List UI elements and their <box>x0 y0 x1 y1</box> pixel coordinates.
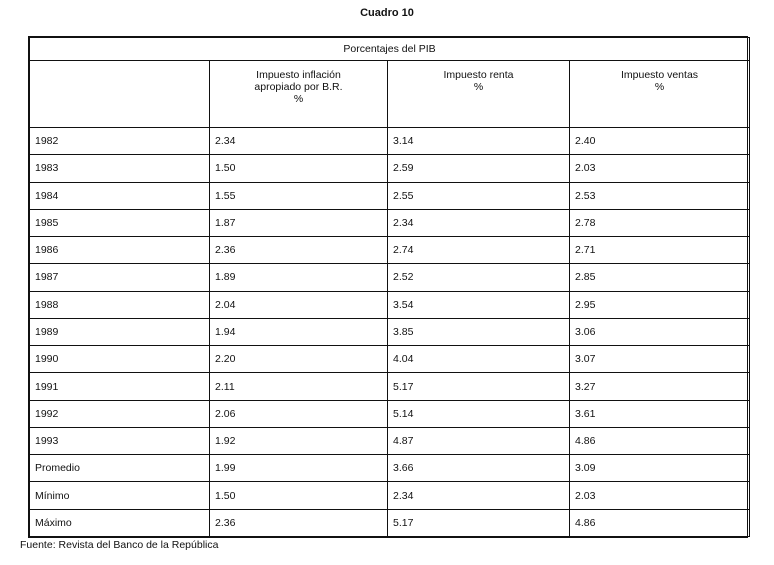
footnote: Fuente: Revista del Banco de la República <box>20 539 219 551</box>
table-row <box>30 509 750 536</box>
table-cell: 4.86 <box>570 509 750 536</box>
row-label: 1989 <box>30 318 210 345</box>
row-label: 1985 <box>30 209 210 236</box>
table-cell: 2.53 <box>570 182 750 209</box>
table-row <box>30 209 750 236</box>
table-row <box>30 427 750 454</box>
data-table <box>29 37 750 537</box>
table-cell: 1.89 <box>210 264 388 291</box>
table-row <box>30 237 750 264</box>
table-cell: 2.36 <box>210 509 388 536</box>
table-cell: 2.59 <box>388 155 570 182</box>
table-cell: 1.50 <box>210 155 388 182</box>
table-cell: 2.78 <box>570 209 750 236</box>
row-label: 1990 <box>30 346 210 373</box>
column-header-sales-tax: Impuesto ventas % <box>570 61 750 128</box>
table-cell: 5.17 <box>388 373 570 400</box>
table-body <box>30 128 750 537</box>
table-cell: 3.06 <box>570 318 750 345</box>
table-cell: 1.87 <box>210 209 388 236</box>
table-cell: 2.55 <box>388 182 570 209</box>
table-cell: 2.34 <box>388 209 570 236</box>
table-cell: 3.27 <box>570 373 750 400</box>
column-header-year <box>30 61 210 128</box>
table-cell: 3.09 <box>570 455 750 482</box>
row-label: 1982 <box>30 128 210 155</box>
table-row <box>30 373 750 400</box>
row-label: 1983 <box>30 155 210 182</box>
table-cell: 3.61 <box>570 400 750 427</box>
table-cell: 2.40 <box>570 128 750 155</box>
table-cell: 2.34 <box>210 128 388 155</box>
table-cell: 2.34 <box>388 482 570 509</box>
table-cell: 2.11 <box>210 373 388 400</box>
table-cell: 2.71 <box>570 237 750 264</box>
row-label: Mínimo <box>30 482 210 509</box>
table-cell: 1.99 <box>210 455 388 482</box>
table-cell: 2.52 <box>388 264 570 291</box>
table-cell: 4.86 <box>570 427 750 454</box>
row-label: Máximo <box>30 509 210 536</box>
table-cell: 1.92 <box>210 427 388 454</box>
table-frame <box>28 36 748 538</box>
table-row <box>30 346 750 373</box>
table-cell: 2.74 <box>388 237 570 264</box>
column-header-income-tax: Impuesto renta % <box>388 61 570 128</box>
table-cell: 1.94 <box>210 318 388 345</box>
row-label: 1987 <box>30 264 210 291</box>
table-row <box>30 128 750 155</box>
document-title: Cuadro 10 <box>360 7 414 19</box>
table-cell: 2.06 <box>210 400 388 427</box>
table-row <box>30 291 750 318</box>
table-cell: 2.03 <box>570 482 750 509</box>
table-row <box>30 455 750 482</box>
table-cell: 2.95 <box>570 291 750 318</box>
table-cell: 4.87 <box>388 427 570 454</box>
row-label: 1986 <box>30 237 210 264</box>
table-row <box>30 264 750 291</box>
row-label: 1988 <box>30 291 210 318</box>
table-cell: 2.36 <box>210 237 388 264</box>
table-cell: 3.14 <box>388 128 570 155</box>
row-label: 1991 <box>30 373 210 400</box>
table-cell: 1.55 <box>210 182 388 209</box>
table-cell: 2.04 <box>210 291 388 318</box>
table-row <box>30 318 750 345</box>
table-row <box>30 182 750 209</box>
table-cell: 2.85 <box>570 264 750 291</box>
group-header: Porcentajes del PIB <box>30 38 750 61</box>
table-cell: 5.17 <box>388 509 570 536</box>
table-cell: 1.50 <box>210 482 388 509</box>
table-cell: 3.54 <box>388 291 570 318</box>
row-label: 1993 <box>30 427 210 454</box>
column-header-inflation-tax: Impuesto inflación apropiado por B.R. % <box>210 61 388 128</box>
column-header-row <box>30 61 750 128</box>
table-row <box>30 155 750 182</box>
row-label: 1984 <box>30 182 210 209</box>
table-cell: 2.20 <box>210 346 388 373</box>
table-cell: 3.66 <box>388 455 570 482</box>
row-label: 1992 <box>30 400 210 427</box>
table-cell: 3.85 <box>388 318 570 345</box>
table-cell: 4.04 <box>388 346 570 373</box>
table-cell: 2.03 <box>570 155 750 182</box>
group-header-row <box>30 38 750 61</box>
table-row <box>30 400 750 427</box>
table-cell: 3.07 <box>570 346 750 373</box>
table-row <box>30 482 750 509</box>
row-label: Promedio <box>30 455 210 482</box>
table-cell: 5.14 <box>388 400 570 427</box>
